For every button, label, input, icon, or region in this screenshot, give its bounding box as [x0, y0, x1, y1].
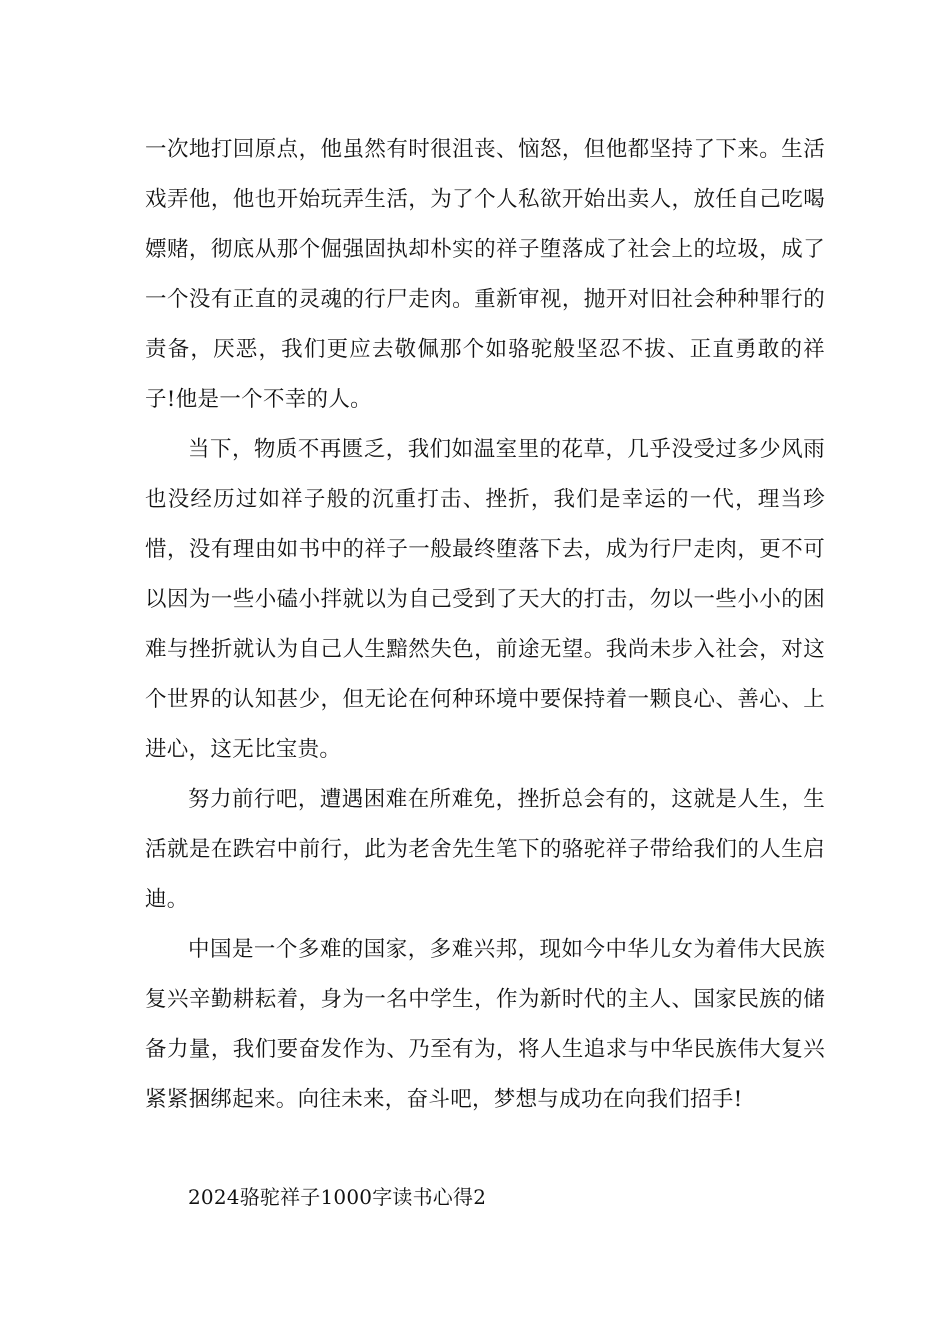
- section-heading: 2024骆驼祥子1000字读书心得2: [188, 1185, 487, 1209]
- paragraph-3: 努力前行吧，遭遇困难在所难免，挫折总会有的，这就是人生，生活就是在跌宕中前行，此为老舍先生笔下的骆驼祥子带给我们的人生启迪。: [145, 787, 825, 912]
- body-text: [145, 125, 825, 1125]
- paragraph-1: 一次地打回原点，他虽然有时很沮丧、恼怒，但他都坚持了下来。生活戏弄他，他也开始玩弄生活，为了个人私欲开始出卖人，放任自己吃喝嫖赌，彻底从那个倔强固执却朴实的祥子堕落成了社会上的垃圾，成了一个没有正直的灵魂的行尸走肉。重新审视，抛开对旧社会种种罪行的责备，厌恶，我们更应去敬佩那个如骆驼般坚忍不拔、正直勇敢的祥子!他是一个不幸的人。: [145, 137, 825, 412]
- paragraph-4: 中国是一个多难的国家，多难兴邦，现如今中华儿女为着伟大民族复兴辛勤耕耘着，身为一名中学生，作为新时代的主人、国家民族的储备力量，我们要奋发作为、乃至有为，将人生追求与中华民族伟大复兴紧紧捆绑起来。向往未来，奋斗吧，梦想与成功在向我们招手!: [145, 937, 825, 1112]
- paragraph-2: 当下，物质不再匮乏，我们如温室里的花草，几乎没受过多少风雨也没经历过如祥子般的沉重打击、挫折，我们是幸运的一代，理当珍惜，没有理由如书中的祥子一般最终堕落下去，成为行尸走肉，更不可以因为一些小磕小拌就以为自己受到了天大的打击，勿以一些小小的困难与挫折就认为自己人生黯然失色，前途无望。我尚未步入社会，对这个世界的认知甚少，但无论在何种环境中要保持着一颗良心、善心、上进心，这无比宝贵。: [145, 437, 825, 762]
